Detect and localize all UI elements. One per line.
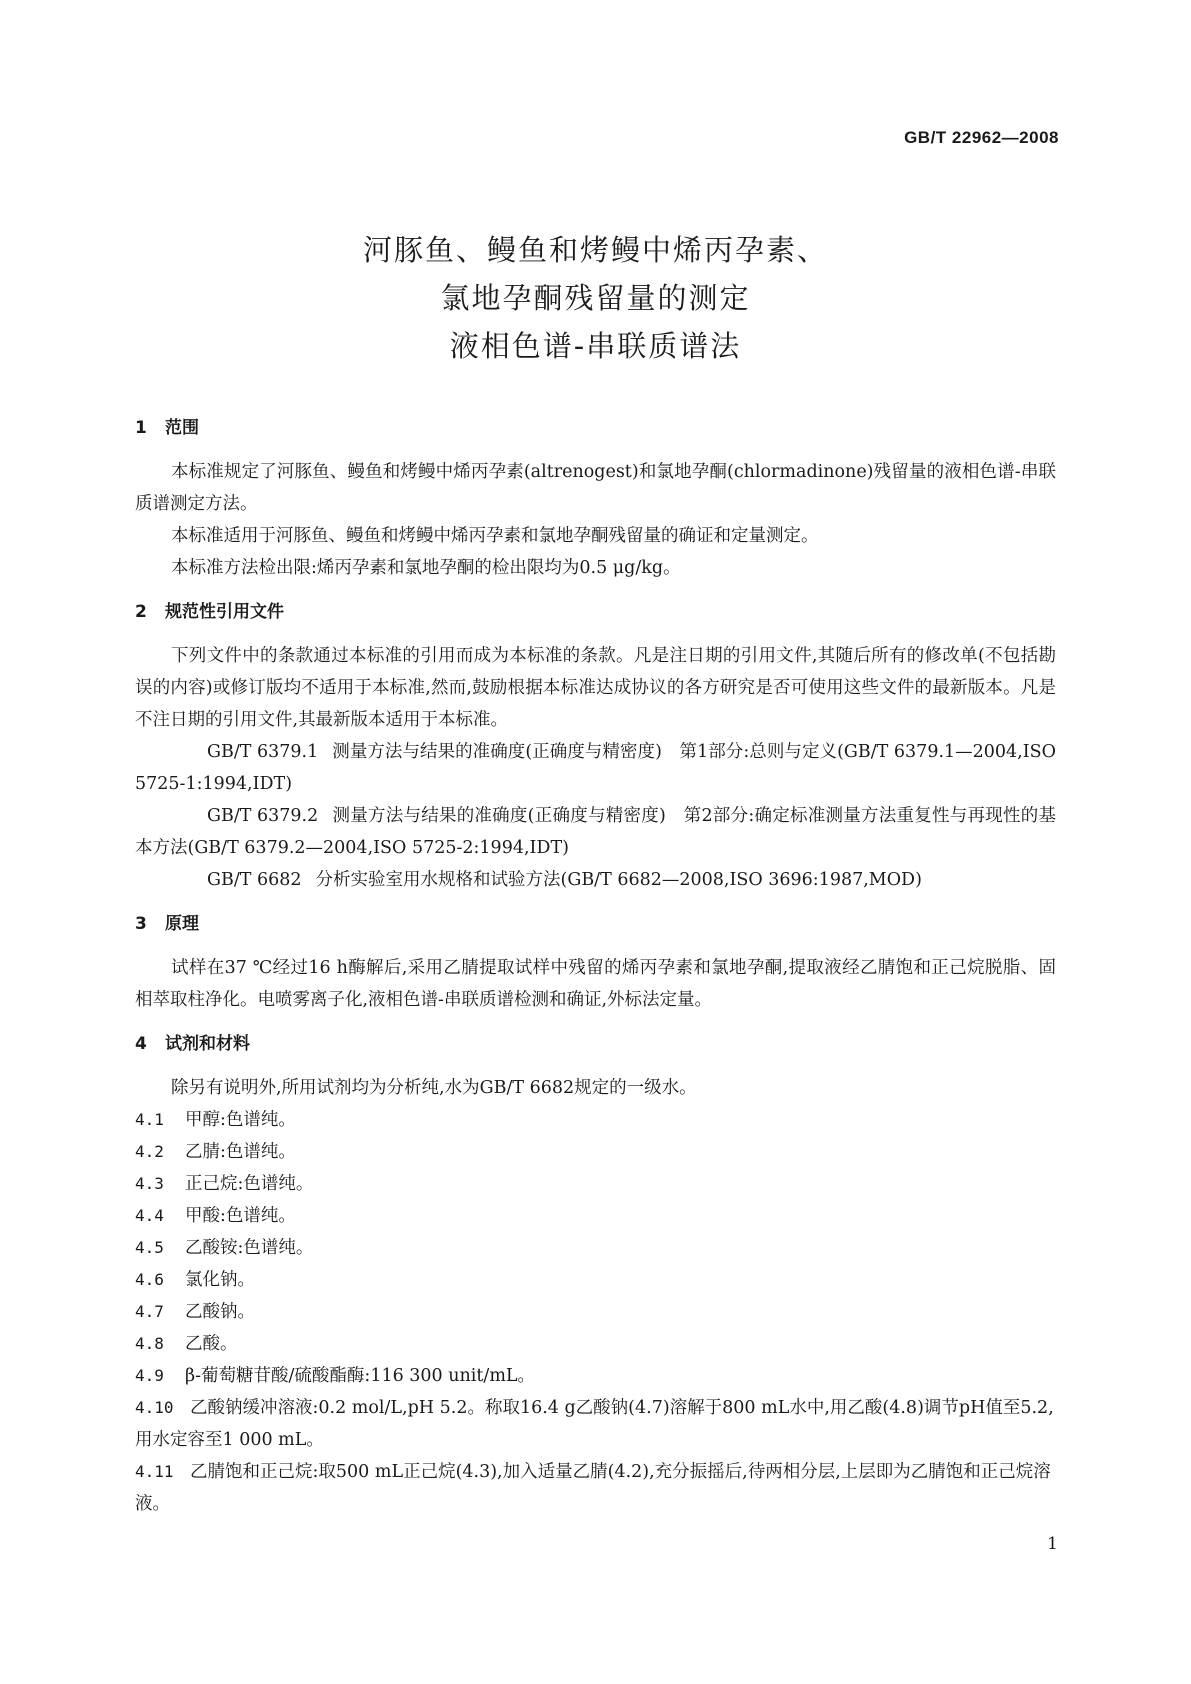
item-text: β-葡萄糖苷酸/硫酸酯酶:116 300 unit/mL。	[185, 1366, 536, 1386]
item-text: 乙酸铵:色谱纯。	[185, 1238, 314, 1258]
item-text: 氯化钠。	[185, 1270, 255, 1290]
list-item	[135, 1200, 1056, 1232]
reference-code: GB/T 6379.2	[207, 806, 319, 826]
list-item	[135, 1104, 1056, 1136]
reference-text: 分析实验室用水规格和试验方法(GB/T 6682—2008,ISO 3696:1987,MOD)	[315, 870, 922, 890]
document-body	[135, 410, 1056, 1520]
paragraph: 本标准适用于河豚鱼、鳗鱼和烤鳗中烯丙孕素和氯地孕酮残留量的确证和定量测定。	[171, 526, 819, 546]
title-line-3: 液相色谱-串联质谱法	[449, 329, 742, 363]
reference-text: 测量方法与结果的准确度(正确度与精密度) 第1部分:总则与定义(GB/T 6379.1—2004,ISO 5725-1:1994,IDT)	[135, 742, 1056, 794]
list-item	[135, 1456, 1056, 1520]
document-title	[0, 226, 1191, 370]
item-text: 甲醇:色谱纯。	[185, 1110, 296, 1130]
section-title: 规范性引用文件	[165, 602, 284, 622]
item-text: 乙酸钠缓冲溶液:0.2 mol/L,pH 5.2。称取16.4 g乙酸钠(4.7)溶解于800 mL水中,用乙酸(4.8)调节pH值至5.2,用水定容至1 000 mL。	[135, 1398, 1054, 1450]
title-line-2: 氯地孕酮残留量的测定	[440, 281, 751, 315]
standard-code: GB/T 22962—2008	[904, 128, 1059, 147]
section-number: 2	[135, 602, 147, 622]
list-item	[135, 1392, 1056, 1456]
item-text: 乙腈:色谱纯。	[185, 1142, 296, 1162]
reference-item	[135, 864, 1056, 896]
list-item	[135, 1360, 1056, 1392]
item-number: 4.4	[135, 1206, 164, 1225]
item-number: 4.7	[135, 1302, 164, 1321]
section-title: 试剂和材料	[165, 1034, 250, 1054]
item-number: 4.10	[135, 1398, 174, 1417]
title-line-1: 河豚鱼、鳗鱼和烤鳗中烯丙孕素、	[362, 233, 828, 267]
section-heading-reagents	[135, 1026, 1056, 1062]
paragraph: 本标准方法检出限:烯丙孕素和氯地孕酮的检出限均为0.5 μg/kg。	[171, 558, 681, 578]
list-item	[135, 1264, 1056, 1296]
reference-item	[135, 736, 1056, 800]
item-number: 4.9	[135, 1366, 164, 1385]
item-number: 4.2	[135, 1142, 164, 1161]
section-number: 1	[135, 418, 147, 438]
item-number: 4.8	[135, 1334, 164, 1353]
reference-code: GB/T 6682	[207, 870, 302, 890]
item-number: 4.6	[135, 1270, 164, 1289]
reference-item	[135, 800, 1056, 864]
item-number: 4.3	[135, 1174, 164, 1193]
list-item	[135, 1232, 1056, 1264]
item-text: 乙腈饱和正己烷:取500 mL正己烷(4.3),加入适量乙腈(4.2),充分振摇后,待两相分层,上层即为乙腈饱和正己烷溶液。	[135, 1462, 1051, 1514]
page-number: 1	[1047, 1534, 1058, 1554]
item-text: 乙酸。	[185, 1334, 238, 1354]
list-item	[135, 1296, 1056, 1328]
section-heading-principle	[135, 906, 1056, 942]
item-number: 4.11	[135, 1462, 174, 1481]
section-heading-normative-references	[135, 594, 1056, 630]
list-item	[135, 1136, 1056, 1168]
item-text: 正己烷:色谱纯。	[185, 1174, 314, 1194]
paragraph: 试样在37 ℃经过16 h酶解后,采用乙腈提取试样中残留的烯丙孕素和氯地孕酮,提取液经乙腈饱和正己烷脱脂、固相萃取柱净化。电喷雾离子化,液相色谱-串联质谱检测和确证,外标法定量。	[135, 958, 1056, 1010]
item-number: 4.1	[135, 1110, 164, 1129]
item-text: 乙酸钠。	[185, 1302, 255, 1322]
section-heading-scope	[135, 410, 1056, 446]
section-title: 范围	[165, 418, 199, 438]
reference-code: GB/T 6379.1	[207, 742, 319, 762]
reference-text: 测量方法与结果的准确度(正确度与精密度) 第2部分:确定标准测量方法重复性与再现性的基本方法(GB/T 6379.2—2004,ISO 5725-2:1994,IDT)	[135, 806, 1056, 858]
section-number: 3	[135, 914, 147, 934]
list-item	[135, 1168, 1056, 1200]
section-number: 4	[135, 1034, 147, 1054]
paragraph: 下列文件中的条款通过本标准的引用而成为本标准的条款。凡是注日期的引用文件,其随后所有的修改单(不包括勘误的内容)或修订版均不适用于本标准,然而,鼓励根据本标准达成协议的各方研究是否可使用这些文件的最新版本。凡是不注日期的引用文件,其最新版本适用于本标准。	[135, 646, 1056, 730]
paragraph: 除另有说明外,所用试剂均为分析纯,水为GB/T 6682规定的一级水。	[171, 1078, 697, 1098]
section-title: 原理	[165, 914, 199, 934]
item-text: 甲酸:色谱纯。	[185, 1206, 296, 1226]
paragraph: 本标准规定了河豚鱼、鳗鱼和烤鳗中烯丙孕素(altrenogest)和氯地孕酮(chlormadinone)残留量的液相色谱-串联质谱测定方法。	[135, 462, 1056, 514]
list-item	[135, 1328, 1056, 1360]
item-number: 4.5	[135, 1238, 164, 1257]
